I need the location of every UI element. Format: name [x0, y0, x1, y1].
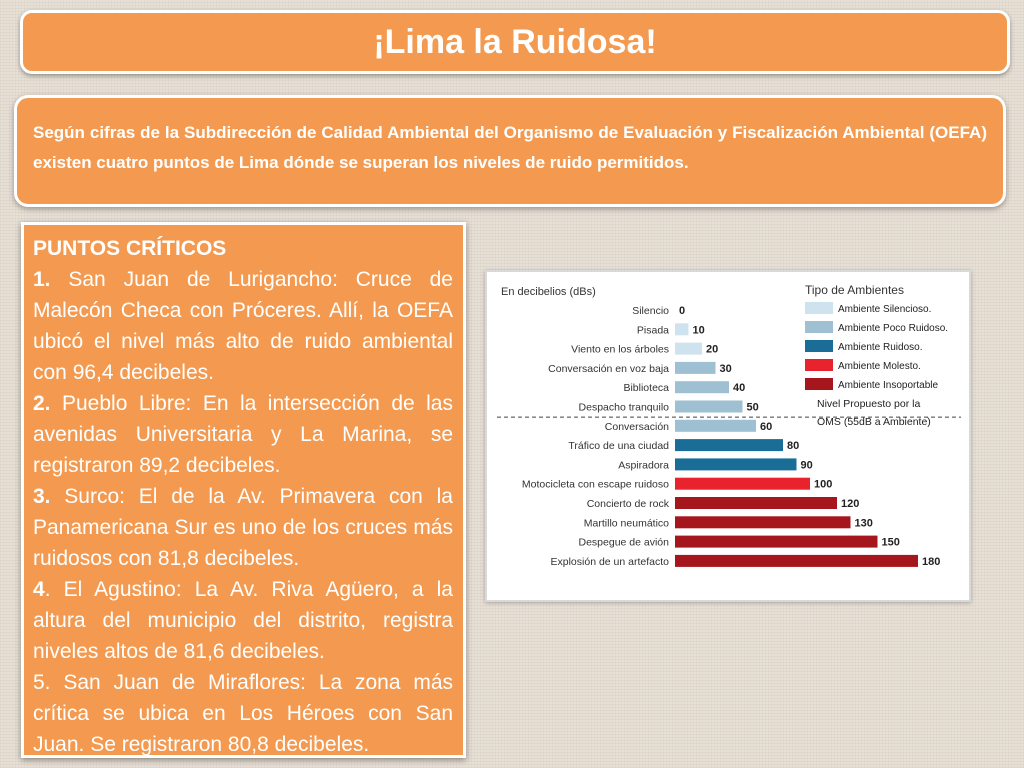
legend-swatch	[805, 321, 833, 333]
item-number: 4	[33, 578, 45, 601]
item-text: Pueblo Libre: En la intersección de las avenidas Universitaria y La Marina, se registraron 89,2 decibeles.	[33, 392, 453, 477]
category-label: Motocicleta con escape ruidoso	[521, 478, 669, 491]
category-label: Aspiradora	[618, 459, 669, 472]
axis-title: En decibelios (dBs)	[501, 286, 596, 298]
bar	[675, 401, 743, 413]
item-text: Surco: El de la Av. Primavera con la Panamericana Sur es uno de los cruces más ruidosos con 81,8 decibeles.	[33, 485, 453, 570]
bar	[675, 420, 756, 432]
value-label: 50	[746, 401, 759, 414]
critical-points-box	[21, 222, 466, 758]
category-label: Conversación en voz baja	[548, 362, 669, 375]
category-label: Martillo neumático	[583, 517, 669, 530]
bar	[675, 458, 797, 470]
item-text: 5. San Juan de Miraflores: La zona más crítica se ubica en Los Héroes con San Juan. Se registraron 80,8 decibeles.	[33, 671, 453, 756]
legend-swatch	[805, 340, 833, 352]
legend-label: Ambiente Silencioso.	[838, 304, 932, 315]
bar	[675, 439, 783, 451]
legend-title: Tipo de Ambientes	[805, 283, 904, 297]
reference-label: OMS (55dB a Ambiente)	[817, 416, 931, 429]
bar	[675, 497, 837, 509]
list-item	[33, 481, 453, 574]
bar	[675, 516, 851, 528]
item-number: 3.	[33, 485, 51, 508]
value-label: 20	[706, 343, 719, 356]
category-label: Silencio	[632, 305, 669, 317]
legend-swatch	[805, 302, 833, 314]
legend-swatch	[805, 359, 833, 371]
bar	[675, 343, 702, 355]
category-label: Despacho tranquilo	[578, 401, 669, 414]
value-label: 180	[922, 555, 941, 568]
value-label: 120	[841, 498, 860, 510]
legend-label: Ambiente Ruidoso.	[838, 342, 923, 353]
item-text: . El Agustino: La Av. Riva Agüero, a la altura del municipio del distrito, registra niveles altos de 81,6 decibeles.	[33, 578, 453, 663]
category-label: Explosión de un artefacto	[550, 555, 669, 568]
category-label: Concierto de rock	[586, 498, 669, 510]
noise-chart-svg	[487, 272, 969, 600]
intro-box: Según cifras de la Subdirección de Calidad Ambiental del Organismo de Evaluación y Fiscalización Ambiental (OEFA) existen cuatro puntos de Lima dónde se superan los niveles de ruido permitidos.	[14, 95, 1006, 207]
item-number: 2.	[33, 392, 51, 415]
bar	[675, 536, 878, 548]
list-item	[33, 574, 453, 667]
value-label: 90	[800, 459, 813, 472]
bar	[675, 555, 918, 567]
value-label: 150	[881, 536, 900, 549]
legend-swatch	[805, 378, 833, 390]
item-number: 1.	[33, 268, 51, 291]
list-item	[33, 264, 453, 388]
legend-label: Ambiente Poco Ruidoso.	[838, 323, 949, 334]
category-label: Despegue de avión	[578, 536, 669, 549]
value-label: 0	[679, 305, 686, 317]
value-label: 130	[854, 517, 873, 530]
value-label: 10	[692, 324, 705, 337]
category-label: Conversación	[604, 420, 669, 433]
category-label: Pisada	[636, 324, 669, 337]
legend-label: Ambiente Molesto.	[838, 361, 921, 372]
value-label: 80	[787, 440, 800, 453]
legend-label: Ambiente Insoportable	[838, 380, 939, 391]
bar	[675, 362, 716, 374]
value-label: 30	[719, 362, 732, 375]
category-label: Tráfico de una ciudad	[568, 440, 669, 453]
category-label: Viento en los árboles	[571, 343, 669, 356]
value-label: 40	[733, 382, 746, 395]
critical-points-heading: PUNTOS CRÍTICOS	[33, 237, 227, 260]
bar	[675, 323, 689, 335]
slide-title: ¡Lima la Ruidosa!	[20, 10, 1010, 74]
bar	[675, 381, 729, 393]
reference-label: Nivel Propuesto por la	[817, 398, 921, 411]
item-text: San Juan de Lurigancho: Cruce de Malecón Checa con Próceres. Allí, la OEFA ubicó el nivel más alto de ruido ambiental con 96,4 decibeles.	[33, 268, 453, 384]
list-item	[33, 667, 453, 760]
list-item	[33, 388, 453, 481]
category-label: Biblioteca	[623, 382, 669, 395]
value-label: 100	[814, 478, 833, 491]
noise-chart	[485, 270, 971, 602]
value-label: 60	[760, 420, 773, 433]
bar	[675, 478, 810, 490]
